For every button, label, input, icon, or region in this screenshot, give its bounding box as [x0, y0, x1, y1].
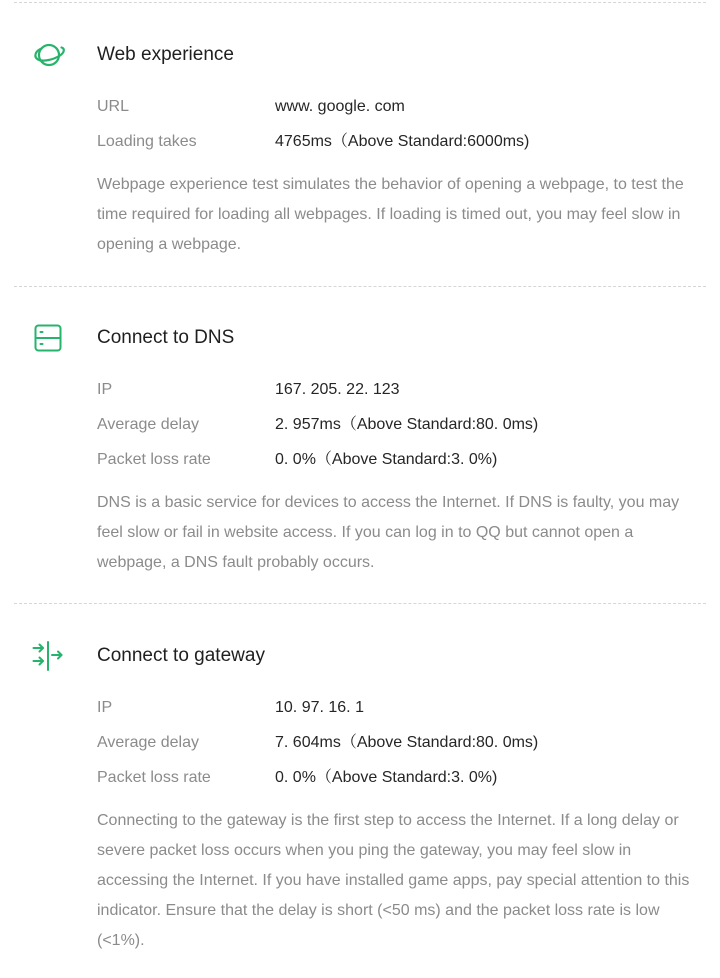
- row-value: www. google. com: [275, 98, 405, 115]
- row-label: Packet loss rate: [97, 769, 211, 786]
- row-value: 2. 957ms（Above Standard:80. 0ms): [275, 416, 539, 433]
- row-label: Packet loss rate: [97, 451, 211, 468]
- info-row-average-delay: [97, 413, 700, 437]
- section-divider: [14, 603, 706, 604]
- planet-icon: [32, 38, 64, 70]
- section-title: Connect to DNS: [97, 327, 235, 348]
- info-row-average-delay: [97, 731, 700, 755]
- row-value: 167. 205. 22. 123: [275, 381, 400, 398]
- server-icon: [32, 322, 64, 354]
- row-value: 10. 97. 16. 1: [275, 699, 364, 716]
- info-row-packet-loss: [97, 448, 700, 472]
- row-value: 7. 604ms（Above Standard:80. 0ms): [275, 734, 539, 751]
- row-label: IP: [97, 381, 113, 398]
- row-value: 4765ms（Above Standard:6000ms): [275, 133, 530, 150]
- info-row-loading-time: [97, 130, 700, 154]
- section-description: DNS is a basic service for devices to access the Internet. If DNS is faulty, you may feel slow or fail in website access. If you can log in to QQ but cannot open a webpage, a DNS fault probably occurs.: [97, 494, 680, 571]
- section-description: Connecting to the gateway is the first step to access the Internet. If a long delay or severe packet loss occurs when you ping the gateway, you may feel slow in accessing the Internet. If you have installed game apps, pay special attention to this indicator. Ensure that the delay is short (<50 ms) and the packet loss rate is low (<1%).: [97, 812, 690, 949]
- row-label: IP: [97, 699, 113, 716]
- info-row-packet-loss: [97, 766, 700, 790]
- info-row-ip: [97, 696, 700, 720]
- row-label: URL: [97, 98, 130, 115]
- section-description: Webpage experience test simulates the behavior of opening a webpage, to test the time required for loading all webpages. If loading is timed out, you may feel slow in opening a webpage.: [97, 176, 684, 253]
- section-divider: [14, 2, 706, 3]
- section-title: Connect to gateway: [97, 645, 265, 666]
- info-row-url: [97, 95, 700, 119]
- section-divider: [14, 286, 706, 287]
- row-label: Loading takes: [97, 133, 197, 150]
- row-value: 0. 0%（Above Standard:3. 0%): [275, 769, 498, 786]
- row-value: 0. 0%（Above Standard:3. 0%): [275, 451, 498, 468]
- row-label: Average delay: [97, 734, 199, 751]
- gateway-arrows-icon: [32, 640, 64, 672]
- row-label: Average delay: [97, 416, 199, 433]
- info-row-ip: [97, 378, 700, 402]
- section-title: Web experience: [97, 44, 234, 65]
